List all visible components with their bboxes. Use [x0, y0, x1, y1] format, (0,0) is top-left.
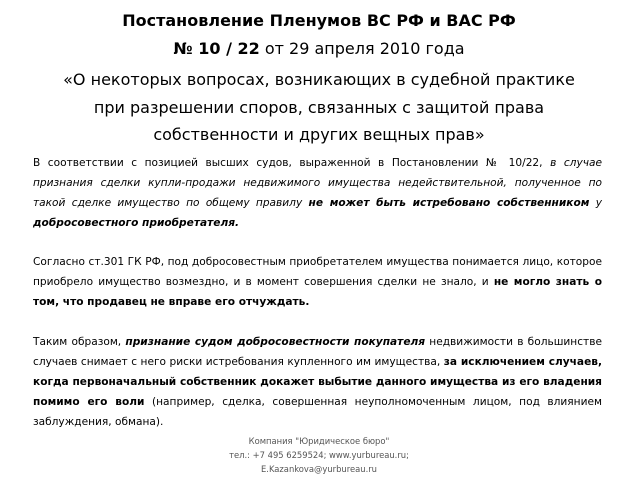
p2-bold: не могло знать о том, что продавец не вправе его отчуждать. [33, 276, 602, 308]
p1-bold-italic-end: добросовестного приобретателя. [33, 217, 240, 229]
p1-lead: В соответствии с позицией высших судов, выраженной в Постановлении № 10/22, [33, 157, 551, 169]
decree-subject-line-1: «О некоторых вопросах, возникающих в судебной практике [63, 70, 575, 89]
decree-number: № 10 / 22 [173, 39, 260, 58]
company-contacts [200, 434, 438, 476]
p3-bold: за исключением случаев, когда первоначальный собственник докажет выбытие данного имущества из его владения помимо его воли [33, 356, 602, 408]
p3-mid: недвижимости в большинстве случаев снимает с него риски истребования купленного им имущества, [33, 336, 602, 368]
p1-italic: в случае признания сделки купли-продажи недвижимого имущества недействительной, полученное по такой сделке имущество по общему правилу [33, 157, 602, 209]
decree-date: от 29 апреля 2010 года [259, 39, 465, 58]
decree-subject-line-3: собственности и других вещных прав» [153, 125, 485, 144]
decree-subject-line-2: при разрешении споров, связанных с защитой права [93, 98, 545, 117]
p1-bold-italic: не может быть истребовано собственником [308, 197, 590, 209]
company-phone-website: тел.: +7 495 6259524; www.yurbureau.ru; [229, 450, 409, 460]
paragraph-conclusion [33, 332, 602, 432]
decree-number-date [8, 39, 630, 58]
p3-lead: Таким образом, [33, 336, 126, 348]
p1-italic-connector: у [589, 197, 603, 209]
p3-bold-italic: признание судом добросовестности покупателя [125, 336, 426, 348]
decree-title: Постановление Пленумов ВС РФ и ВАС РФ [122, 11, 516, 30]
company-name: Компания "Юридическое бюро" [248, 436, 390, 446]
paragraph-article-301 [33, 252, 602, 312]
paragraph-position-of-courts [33, 153, 602, 233]
p3-tail: (например, сделка, совершенная неуполномоченным лицом, под влиянием заблуждения, обмана). [33, 396, 603, 428]
company-email: E.Kazankova@yurbureau.ru [260, 464, 377, 474]
p2-lead: Согласно ст.301 ГК РФ, под добросовестным приобретателем имущества понимается лицо, которое приобрело имущество возмездно, и в момент совершения сделки не знало, и [33, 256, 602, 288]
